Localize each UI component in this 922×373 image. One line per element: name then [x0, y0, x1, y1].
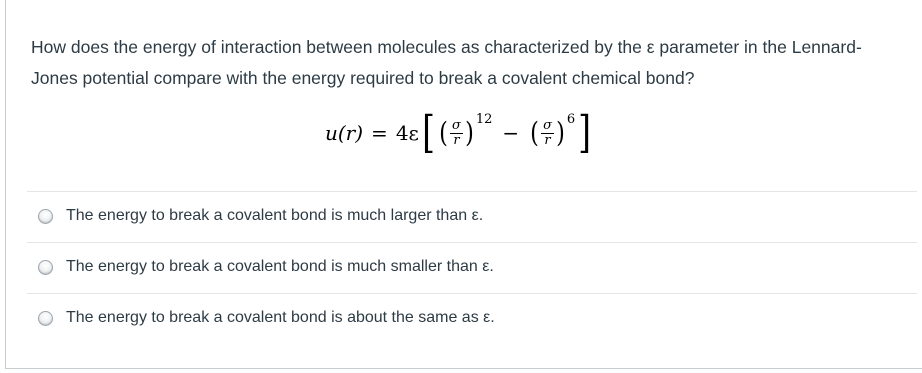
formula-r-2: r	[544, 132, 551, 148]
formula-open-paren-2: (	[530, 116, 539, 149]
question-text: How does the energy of interaction between molecules as characterized by the ε parameter in the Lennard-Jones potential compare with the energy required to break a covalent chemical bond?	[31, 37, 862, 88]
formula-exponent-6: 6	[566, 112, 576, 127]
formula-open-bracket: [	[422, 107, 435, 158]
answer-label-1: The energy to break a covalent bond is much larger than ε.	[66, 207, 484, 224]
answer-option-2[interactable]	[38, 253, 494, 281]
formula-sigma-1: σ	[452, 117, 461, 133]
formula-close-bracket: ]	[578, 107, 592, 158]
answer-option-1[interactable]	[38, 202, 483, 230]
formula-equals: =	[371, 121, 388, 145]
divider-2	[27, 293, 917, 294]
formula-minus: −	[502, 121, 520, 145]
radio-button-2[interactable]	[38, 260, 53, 275]
formula-fraction-2	[541, 119, 554, 148]
formula-r-1: r	[453, 132, 460, 148]
radio-button-3[interactable]	[38, 311, 53, 326]
formula-exponent-12: 12	[475, 112, 493, 127]
formula-open-paren-1: (	[439, 116, 448, 149]
answer-label-3: The energy to break a covalent bond is about the same as ε.	[66, 309, 495, 326]
formula-sigma-2: σ	[543, 117, 552, 133]
formula-fraction-1	[450, 119, 463, 148]
lennard-jones-formula	[325, 108, 594, 158]
formula-close-paren-2: )	[556, 116, 565, 149]
formula-coefficient: 4ε	[395, 121, 419, 145]
formula-lhs: u(r)	[325, 121, 364, 145]
answer-label-2: The energy to break a covalent bond is much smaller than ε.	[66, 258, 494, 275]
formula-close-paren-1: )	[464, 116, 474, 149]
radio-button-1[interactable]	[38, 209, 53, 224]
answer-option-3[interactable]	[38, 304, 495, 332]
divider-top	[27, 191, 917, 192]
divider-1	[27, 242, 917, 243]
